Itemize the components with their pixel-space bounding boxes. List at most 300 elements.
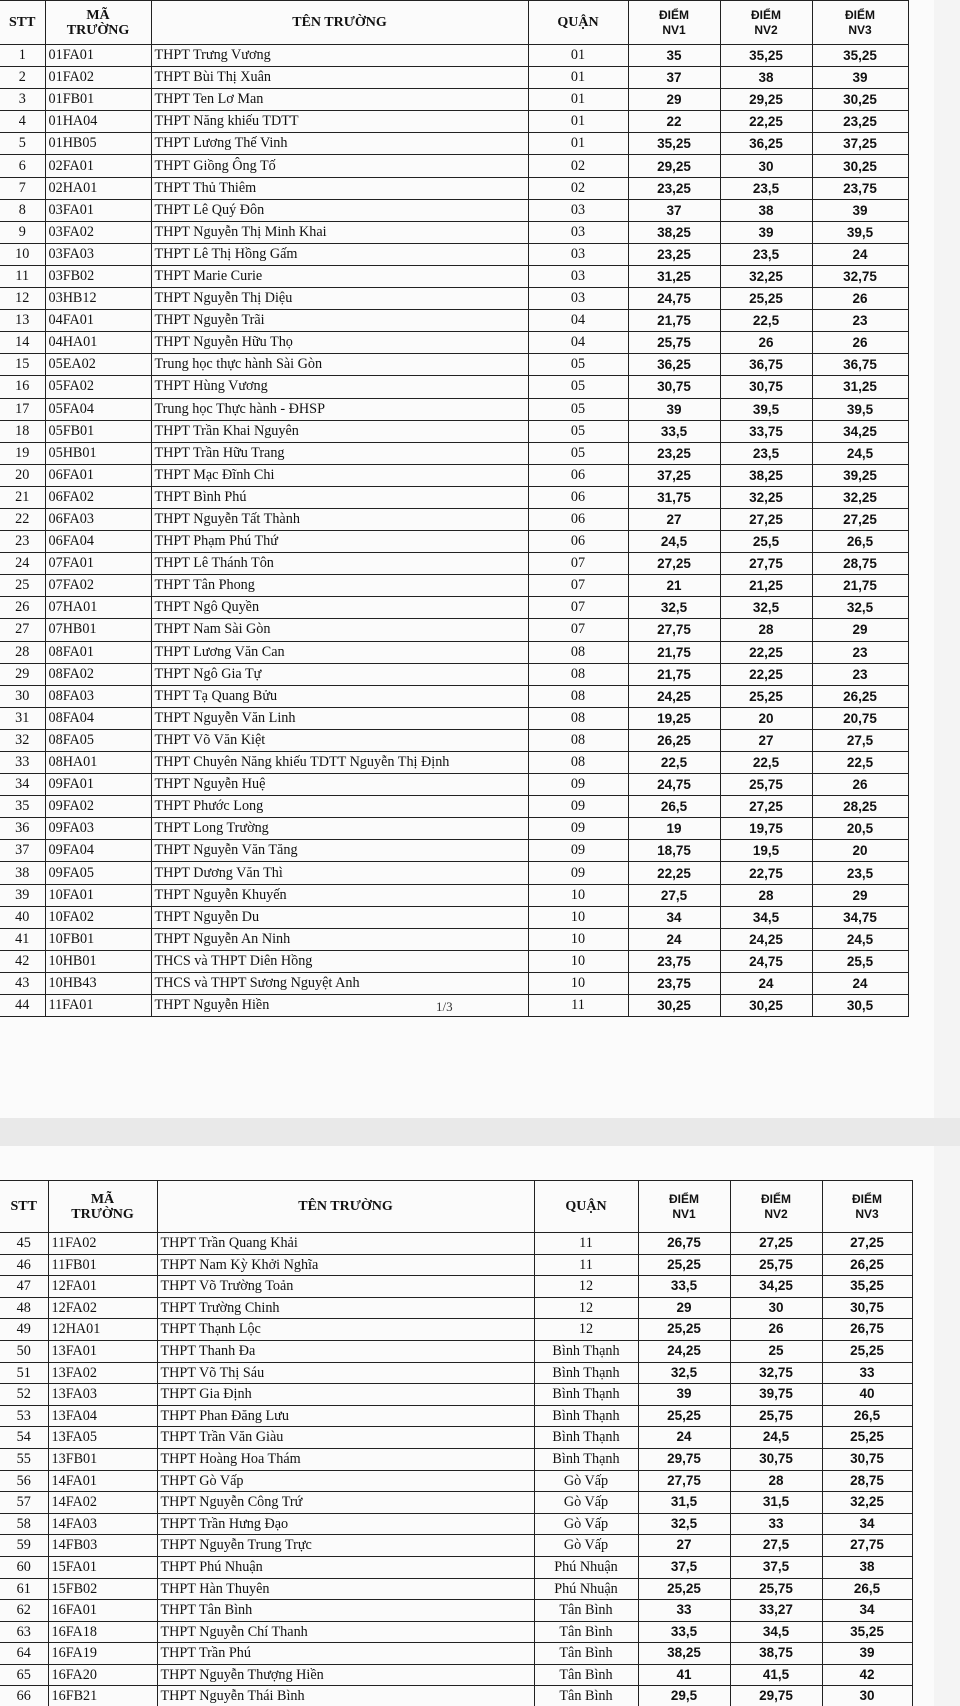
row-school-code: 10FB01 xyxy=(45,928,151,950)
row-district: 02 xyxy=(528,155,628,177)
row-score-nv3: 32,5 xyxy=(812,597,908,619)
row-score-nv3: 34,25 xyxy=(812,420,908,442)
row-school-code: 13FA05 xyxy=(48,1427,157,1449)
row-stt: 64 xyxy=(0,1643,48,1665)
row-district: 05 xyxy=(528,398,628,420)
row-school-code: 01HA04 xyxy=(45,111,151,133)
row-score-nv3: 26 xyxy=(812,332,908,354)
row-stt: 55 xyxy=(0,1448,48,1470)
row-school-name: THPT Trần Hưng Đạo xyxy=(157,1513,534,1535)
row-school-name: THPT Dương Văn Thì xyxy=(151,862,528,884)
row-score-nv3: 26,5 xyxy=(822,1405,912,1427)
row-score-nv1: 23,25 xyxy=(628,442,720,464)
row-stt: 36 xyxy=(0,818,45,840)
row-stt: 62 xyxy=(0,1600,48,1622)
header-school-name: TÊN TRƯỜNG xyxy=(157,1181,534,1233)
row-score-nv3: 22,5 xyxy=(812,752,908,774)
row-score-nv2: 33,75 xyxy=(720,420,812,442)
row-school-code: 01FB01 xyxy=(45,89,151,111)
row-score-nv1: 27,75 xyxy=(638,1470,730,1492)
header-score-nv2: ĐIỂM NV2 xyxy=(720,1,812,45)
row-stt: 39 xyxy=(0,884,45,906)
row-school-code: 08FA02 xyxy=(45,663,151,685)
row-district: 10 xyxy=(528,928,628,950)
row-stt: 12 xyxy=(0,288,45,310)
row-score-nv2: 29,75 xyxy=(730,1686,822,1706)
row-stt: 9 xyxy=(0,221,45,243)
row-school-code: 07FA01 xyxy=(45,553,151,575)
row-score-nv2: 34,5 xyxy=(720,906,812,928)
row-score-nv1: 33,5 xyxy=(628,420,720,442)
row-stt: 46 xyxy=(0,1254,48,1276)
row-score-nv1: 21,75 xyxy=(628,310,720,332)
row-district: 08 xyxy=(528,685,628,707)
row-score-nv2: 34,5 xyxy=(730,1621,822,1643)
table-row xyxy=(0,1427,912,1449)
row-school-name: THPT Long Trường xyxy=(151,818,528,840)
row-score-nv2: 25,75 xyxy=(720,774,812,796)
row-district: 10 xyxy=(528,884,628,906)
row-school-name: THPT Ten Lơ Man xyxy=(151,89,528,111)
row-score-nv3: 34 xyxy=(822,1600,912,1622)
row-score-nv1: 30,75 xyxy=(628,376,720,398)
header-score-nv2: ĐIỂM NV2 xyxy=(730,1181,822,1233)
row-score-nv3: 28,25 xyxy=(812,796,908,818)
row-score-nv3: 24,5 xyxy=(812,928,908,950)
row-stt: 13 xyxy=(0,310,45,332)
row-score-nv1: 33,5 xyxy=(638,1621,730,1643)
row-school-name: THPT Nguyễn Thị Minh Khai xyxy=(151,221,528,243)
row-school-name: THPT Nguyễn Khuyến xyxy=(151,884,528,906)
row-district: 09 xyxy=(528,774,628,796)
row-score-nv1: 29,75 xyxy=(638,1448,730,1470)
row-score-nv1: 22 xyxy=(628,111,720,133)
row-score-nv2: 27,5 xyxy=(730,1535,822,1557)
row-school-name: THPT Nguyễn Trãi xyxy=(151,310,528,332)
row-score-nv2: 25,75 xyxy=(730,1405,822,1427)
row-score-nv1: 37,25 xyxy=(628,464,720,486)
row-score-nv3: 34,75 xyxy=(812,906,908,928)
row-score-nv2: 26 xyxy=(720,332,812,354)
row-score-nv2: 22,75 xyxy=(720,862,812,884)
row-district: 04 xyxy=(528,310,628,332)
row-score-nv2: 37,5 xyxy=(730,1556,822,1578)
row-score-nv3: 23,25 xyxy=(812,111,908,133)
row-school-name: THPT Nguyễn Du xyxy=(151,906,528,928)
row-score-nv2: 19,75 xyxy=(720,818,812,840)
table-row xyxy=(0,67,908,89)
row-score-nv2: 25,25 xyxy=(720,685,812,707)
table-row xyxy=(0,729,908,751)
header-stt: STT xyxy=(0,1,45,45)
row-stt: 34 xyxy=(0,774,45,796)
row-school-name: THPT Hoàng Hoa Thám xyxy=(157,1448,534,1470)
row-school-name: THPT Trưng Vương xyxy=(151,45,528,67)
row-score-nv1: 27,5 xyxy=(628,884,720,906)
row-school-name: THPT Tân Bình xyxy=(157,1600,534,1622)
row-score-nv1: 33,5 xyxy=(638,1276,730,1298)
row-score-nv1: 36,25 xyxy=(628,354,720,376)
row-score-nv3: 39 xyxy=(812,67,908,89)
row-school-name: THPT Võ Trường Toản xyxy=(157,1276,534,1298)
row-score-nv2: 24,75 xyxy=(720,950,812,972)
row-score-nv1: 24,75 xyxy=(628,774,720,796)
table-row xyxy=(0,1492,912,1514)
row-school-code: 06FA03 xyxy=(45,508,151,530)
row-district: Bình Thạnh xyxy=(534,1405,638,1427)
table-row xyxy=(0,884,908,906)
row-score-nv3: 30,25 xyxy=(812,155,908,177)
row-school-name: THPT Giồng Ông Tố xyxy=(151,155,528,177)
row-district: 04 xyxy=(528,332,628,354)
row-district: 06 xyxy=(528,531,628,553)
row-score-nv1: 32,5 xyxy=(638,1513,730,1535)
row-school-name: THPT Trần Phú xyxy=(157,1643,534,1665)
row-score-nv3: 23 xyxy=(812,310,908,332)
table-row xyxy=(0,1578,912,1600)
table-row xyxy=(0,1297,912,1319)
row-score-nv2: 35,25 xyxy=(720,45,812,67)
header-school-code: MÃ TRƯỜNG xyxy=(48,1181,157,1233)
row-stt: 56 xyxy=(0,1470,48,1492)
row-score-nv1: 21 xyxy=(628,575,720,597)
row-school-code: 15FB02 xyxy=(48,1578,157,1600)
row-school-name: Trung học thực hành Sài Gòn xyxy=(151,354,528,376)
row-district: 01 xyxy=(528,67,628,89)
row-score-nv3: 26,5 xyxy=(822,1578,912,1600)
row-score-nv1: 22,5 xyxy=(628,752,720,774)
row-score-nv2: 22,25 xyxy=(720,663,812,685)
row-stt: 15 xyxy=(0,354,45,376)
row-district: Gò Vấp xyxy=(534,1470,638,1492)
row-school-name: THPT Tạ Quang Bửu xyxy=(151,685,528,707)
row-district: 11 xyxy=(534,1233,638,1255)
row-school-name: THPT Bình Phú xyxy=(151,486,528,508)
row-score-nv3: 32,25 xyxy=(812,486,908,508)
row-school-code: 16FA19 xyxy=(48,1643,157,1665)
row-school-name: THPT Lương Văn Can xyxy=(151,641,528,663)
row-school-code: 13FA02 xyxy=(48,1362,157,1384)
table-row xyxy=(0,199,908,221)
row-score-nv2: 36,25 xyxy=(720,133,812,155)
row-score-nv3: 23,75 xyxy=(812,177,908,199)
table-row xyxy=(0,1470,912,1492)
row-score-nv2: 39 xyxy=(720,221,812,243)
row-district: 09 xyxy=(528,862,628,884)
row-district: Tân Bình xyxy=(534,1621,638,1643)
row-district: 08 xyxy=(528,729,628,751)
row-school-code: 10HB01 xyxy=(45,950,151,972)
row-stt: 8 xyxy=(0,199,45,221)
row-score-nv3: 26,75 xyxy=(822,1319,912,1341)
row-score-nv1: 21,75 xyxy=(628,641,720,663)
row-school-name: THPT Gò Vấp xyxy=(157,1470,534,1492)
row-stt: 63 xyxy=(0,1621,48,1643)
row-school-code: 08FA03 xyxy=(45,685,151,707)
row-stt: 11 xyxy=(0,265,45,287)
row-score-nv1: 31,5 xyxy=(638,1492,730,1514)
row-school-name: THPT Phan Đăng Lưu xyxy=(157,1405,534,1427)
row-school-code: 13FA04 xyxy=(48,1405,157,1427)
row-district: 08 xyxy=(528,663,628,685)
header-school-code: MÃ TRƯỜNG xyxy=(45,1,151,45)
row-school-code: 12HA01 xyxy=(48,1319,157,1341)
row-score-nv3: 40 xyxy=(822,1384,912,1406)
table-row xyxy=(0,1686,912,1706)
row-score-nv1: 24,5 xyxy=(628,531,720,553)
row-school-name: THPT Lương Thế Vinh xyxy=(151,133,528,155)
row-score-nv3: 39,5 xyxy=(812,221,908,243)
row-school-name: THPT Nguyễn Trung Trực xyxy=(157,1535,534,1557)
row-stt: 5 xyxy=(0,133,45,155)
row-stt: 29 xyxy=(0,663,45,685)
row-score-nv2: 22,5 xyxy=(720,752,812,774)
row-score-nv1: 41 xyxy=(638,1664,730,1686)
row-school-code: 05FB01 xyxy=(45,420,151,442)
row-stt: 58 xyxy=(0,1513,48,1535)
table-row xyxy=(0,111,908,133)
row-score-nv3: 32,75 xyxy=(812,265,908,287)
table-row xyxy=(0,796,908,818)
row-school-code: 07HB01 xyxy=(45,619,151,641)
row-score-nv1: 23,75 xyxy=(628,972,720,994)
row-district: 10 xyxy=(528,906,628,928)
row-score-nv2: 22,25 xyxy=(720,111,812,133)
row-school-code: 09FA03 xyxy=(45,818,151,840)
row-score-nv1: 35,25 xyxy=(628,133,720,155)
row-score-nv3: 39,25 xyxy=(812,464,908,486)
row-school-code: 01FA01 xyxy=(45,45,151,67)
table-row xyxy=(0,442,908,464)
row-stt: 57 xyxy=(0,1492,48,1514)
table-row xyxy=(0,928,908,950)
row-stt: 22 xyxy=(0,508,45,530)
row-score-nv2: 20 xyxy=(720,707,812,729)
row-school-name: THPT Phạm Phú Thứ xyxy=(151,531,528,553)
row-school-code: 11FA01 xyxy=(45,995,151,1017)
row-score-nv1: 22,25 xyxy=(628,862,720,884)
row-stt: 14 xyxy=(0,332,45,354)
row-school-name: THPT Trần Văn Giàu xyxy=(157,1427,534,1449)
row-district: 08 xyxy=(528,707,628,729)
row-score-nv3: 39 xyxy=(812,199,908,221)
header-score-nv3: ĐIỂM NV3 xyxy=(812,1,908,45)
row-score-nv3: 35,25 xyxy=(812,45,908,67)
row-school-name: THPT Trường Chinh xyxy=(157,1297,534,1319)
row-score-nv3: 27,5 xyxy=(812,729,908,751)
row-score-nv2: 25,75 xyxy=(730,1578,822,1600)
row-score-nv1: 31,25 xyxy=(628,265,720,287)
table-row xyxy=(0,1513,912,1535)
row-score-nv2: 27,25 xyxy=(720,508,812,530)
row-school-code: 08HA01 xyxy=(45,752,151,774)
row-district: 10 xyxy=(528,972,628,994)
row-score-nv2: 30,25 xyxy=(720,995,812,1017)
row-school-name: THPT Lê Thị Hồng Gấm xyxy=(151,243,528,265)
row-score-nv3: 30,25 xyxy=(812,89,908,111)
header-score-nv3: ĐIỂM NV3 xyxy=(822,1181,912,1233)
row-score-nv2: 41,5 xyxy=(730,1664,822,1686)
row-score-nv3: 29 xyxy=(812,884,908,906)
table-row xyxy=(0,597,908,619)
page-separator xyxy=(0,1118,960,1146)
row-stt: 45 xyxy=(0,1233,48,1255)
row-school-name: THPT Võ Văn Kiệt xyxy=(151,729,528,751)
row-school-name: THPT Lê Thánh Tôn xyxy=(151,553,528,575)
row-score-nv3: 26,25 xyxy=(822,1254,912,1276)
row-school-name: THPT Nam Sài Gòn xyxy=(151,619,528,641)
row-score-nv1: 27,25 xyxy=(628,553,720,575)
row-school-name: THPT Mạc Đĩnh Chi xyxy=(151,464,528,486)
row-stt: 52 xyxy=(0,1384,48,1406)
row-stt: 1 xyxy=(0,45,45,67)
row-school-code: 02HA01 xyxy=(45,177,151,199)
row-district: Bình Thạnh xyxy=(534,1340,638,1362)
row-school-name: THPT Nguyễn Hiền xyxy=(151,995,528,1017)
table-row xyxy=(0,398,908,420)
row-district: 05 xyxy=(528,376,628,398)
row-school-name: THPT Nguyễn Chí Thanh xyxy=(157,1621,534,1643)
row-score-nv1: 29 xyxy=(638,1297,730,1319)
row-school-code: 16FA01 xyxy=(48,1600,157,1622)
table-body-page-1 xyxy=(0,45,908,1017)
header-score-nv1: ĐIỂM NV1 xyxy=(638,1181,730,1233)
table-row xyxy=(0,133,908,155)
row-score-nv2: 19,5 xyxy=(720,840,812,862)
row-score-nv1: 38,25 xyxy=(638,1643,730,1665)
row-school-name: THPT Phú Nhuận xyxy=(157,1556,534,1578)
row-stt: 2 xyxy=(0,67,45,89)
row-score-nv3: 27,75 xyxy=(822,1535,912,1557)
row-school-name: THPT Hùng Vương xyxy=(151,376,528,398)
row-score-nv3: 34 xyxy=(822,1513,912,1535)
row-district: Tân Bình xyxy=(534,1664,638,1686)
row-stt: 23 xyxy=(0,531,45,553)
row-score-nv2: 25 xyxy=(730,1340,822,1362)
row-score-nv3: 38 xyxy=(822,1556,912,1578)
row-district: 09 xyxy=(528,840,628,862)
table-row xyxy=(0,221,908,243)
row-district: 01 xyxy=(528,45,628,67)
row-school-code: 11FA02 xyxy=(48,1233,157,1255)
row-score-nv2: 24,5 xyxy=(730,1427,822,1449)
row-score-nv2: 38,25 xyxy=(720,464,812,486)
row-score-nv1: 32,5 xyxy=(638,1362,730,1384)
row-stt: 18 xyxy=(0,420,45,442)
row-score-nv3: 30,75 xyxy=(822,1297,912,1319)
row-score-nv1: 24,75 xyxy=(628,288,720,310)
row-score-nv2: 22,5 xyxy=(720,310,812,332)
table-row xyxy=(0,575,908,597)
row-score-nv3: 28,75 xyxy=(822,1470,912,1492)
row-score-nv2: 25,75 xyxy=(730,1254,822,1276)
row-school-code: 10FA01 xyxy=(45,884,151,906)
row-school-name: THPT Hàn Thuyên xyxy=(157,1578,534,1600)
row-stt: 6 xyxy=(0,155,45,177)
table-row xyxy=(0,1600,912,1622)
row-district: 03 xyxy=(528,243,628,265)
score-sheet-page-2 xyxy=(0,1146,934,1706)
row-score-nv1: 29,5 xyxy=(638,1686,730,1706)
table-row xyxy=(0,376,908,398)
row-stt: 66 xyxy=(0,1686,48,1706)
row-score-nv1: 29 xyxy=(628,89,720,111)
row-score-nv3: 21,75 xyxy=(812,575,908,597)
table-row xyxy=(0,1276,912,1298)
row-district: 03 xyxy=(528,288,628,310)
table-row xyxy=(0,1621,912,1643)
row-district: Bình Thạnh xyxy=(534,1427,638,1449)
row-school-code: 12FA01 xyxy=(48,1276,157,1298)
table-row xyxy=(0,508,908,530)
row-school-code: 09FA04 xyxy=(45,840,151,862)
row-score-nv2: 27,75 xyxy=(720,553,812,575)
row-district: 05 xyxy=(528,442,628,464)
row-score-nv1: 39 xyxy=(638,1384,730,1406)
row-school-code: 06FA02 xyxy=(45,486,151,508)
row-school-name: THPT Trần Khai Nguyên xyxy=(151,420,528,442)
table-row xyxy=(0,840,908,862)
row-school-code: 04HA01 xyxy=(45,332,151,354)
row-stt: 65 xyxy=(0,1664,48,1686)
row-district: 09 xyxy=(528,818,628,840)
row-school-name: THPT Nguyễn Huệ xyxy=(151,774,528,796)
table-row xyxy=(0,906,908,928)
row-school-name: THPT Nguyễn Hữu Thọ xyxy=(151,332,528,354)
row-stt: 21 xyxy=(0,486,45,508)
row-school-name: THPT Võ Thị Sáu xyxy=(157,1362,534,1384)
row-score-nv3: 26 xyxy=(812,774,908,796)
row-score-nv3: 37,25 xyxy=(812,133,908,155)
row-school-code: 09FA01 xyxy=(45,774,151,796)
row-district: 01 xyxy=(528,133,628,155)
row-stt: 59 xyxy=(0,1535,48,1557)
row-school-name: THPT Ngô Quyền xyxy=(151,597,528,619)
row-school-name: THPT Marie Curie xyxy=(151,265,528,287)
row-score-nv1: 39 xyxy=(628,398,720,420)
row-score-nv2: 25,25 xyxy=(720,288,812,310)
row-school-name: THPT Nguyễn An Ninh xyxy=(151,928,528,950)
table-row xyxy=(0,1535,912,1557)
table-row xyxy=(0,45,908,67)
table-row xyxy=(0,310,908,332)
row-school-code: 03FB02 xyxy=(45,265,151,287)
row-score-nv3: 31,25 xyxy=(812,376,908,398)
row-score-nv2: 26 xyxy=(730,1319,822,1341)
row-score-nv2: 22,25 xyxy=(720,641,812,663)
header-district: QUẬN xyxy=(528,1,628,45)
row-score-nv3: 30,75 xyxy=(822,1448,912,1470)
row-score-nv1: 29,25 xyxy=(628,155,720,177)
header-score-nv1: ĐIỂM NV1 xyxy=(628,1,720,45)
page-number: 1/3 xyxy=(436,999,453,1014)
row-score-nv1: 26,5 xyxy=(628,796,720,818)
row-stt: 51 xyxy=(0,1362,48,1384)
row-score-nv1: 19 xyxy=(628,818,720,840)
row-score-nv2: 38 xyxy=(720,199,812,221)
row-score-nv3: 42 xyxy=(822,1664,912,1686)
row-stt: 61 xyxy=(0,1578,48,1600)
row-stt: 17 xyxy=(0,398,45,420)
row-school-name: THPT Lê Quý Đôn xyxy=(151,199,528,221)
row-district: Tân Bình xyxy=(534,1600,638,1622)
row-stt: 30 xyxy=(0,685,45,707)
row-school-code: 05HB01 xyxy=(45,442,151,464)
row-score-nv3: 39,5 xyxy=(812,398,908,420)
row-score-nv3: 30 xyxy=(822,1686,912,1706)
row-stt: 33 xyxy=(0,752,45,774)
row-district: Phú Nhuận xyxy=(534,1556,638,1578)
